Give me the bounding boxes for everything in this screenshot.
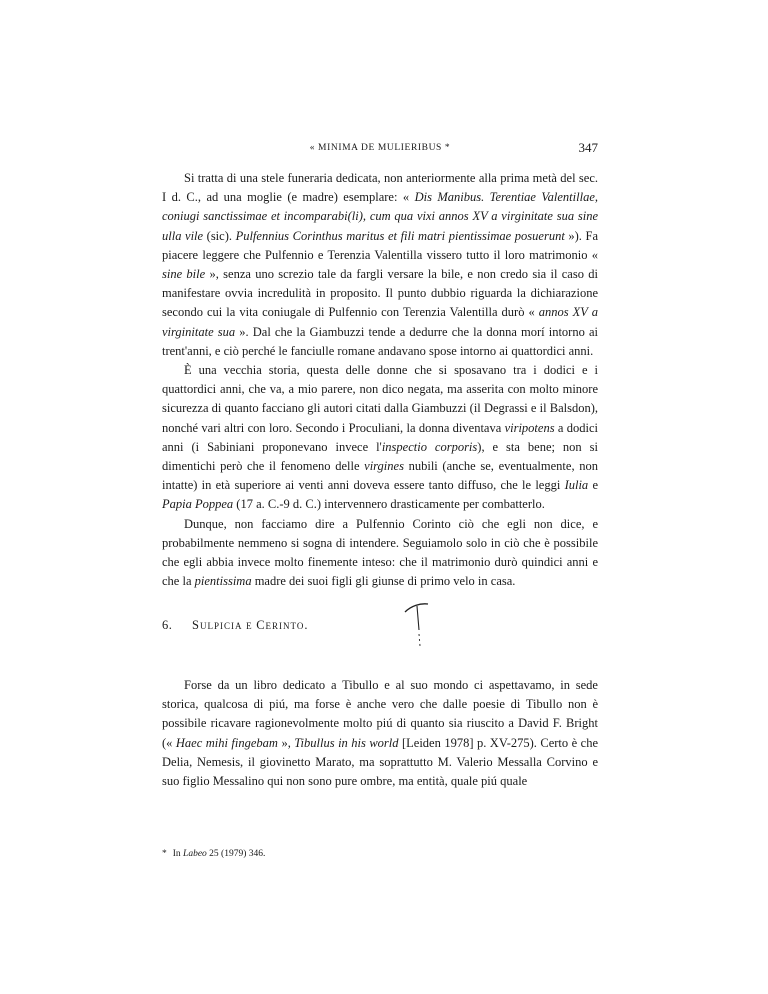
italic-run: pientissima [194, 574, 252, 589]
italic-run: annos XV a virginitate sua [162, 305, 598, 339]
italic-run: inspectio corporis [381, 439, 478, 454]
running-title: « MINIMA DE MULIERIBUS * [309, 143, 451, 153]
italic-run: Dis Manibus. Terentiae Valentillae, coniugi sanctissimae et incomparabi(li), cum qua vixi annos XV a virginitate sua sine ulla vile [162, 190, 598, 243]
footnote-prefix: In [172, 849, 184, 859]
section-title-part3: Cerinto. [256, 618, 309, 632]
running-head [162, 140, 598, 158]
section-text [162, 676, 598, 791]
italic-run: viripotens [504, 420, 555, 435]
italic-run: Pulfennius Corinthus maritus et fili matri pientissimae posuerunt [235, 228, 565, 243]
paragraph-2: È una vecchia storia, questa delle donne che si sposavano tra i dodici e i quattordici anni, che va, a mio parere, non dico negata, ma asserita con molto minore sicurezza di quanto facciano gli autori citati dalla Giambuzzi (il Degrassi e il Balsdon), nonché vari altri con loro. Secondo i Proculiani, la donna diventava viripotens a dodici anni (i Sabiniani proponevano invece l'inspectio corporis), e sta bene; non si dimentichi però che il fenomeno delle virgines nubili (anche se, eventualmente, non intatte) in età superiore ai venti anni doveva essere tanto diffuso, che le leggi Iulia e Papia Poppea (17 a. C.-9 d. C.) intervennero drasticamente per combatterlo. [162, 363, 598, 512]
italic-run: Iulia [564, 478, 589, 493]
page-number: 347 [578, 140, 598, 155]
main-text [162, 169, 598, 591]
footnote [162, 849, 265, 859]
section-title-part1: Sulpicia [192, 618, 243, 632]
handwritten-mark-icon [402, 600, 432, 650]
italic-run: Haec mihi fingebam [175, 735, 278, 750]
paragraph-3: Dunque, non facciamo dire a Pulfennio Corinto ciò che egli non dice, e probabilmente nemmeno si sogna di intendere. Seguiamolo solo in ciò che è possibile che egli abbia invece molto finemente inteso: che il matrimonio durò quindici anni e che la pientissima madre dei suoi figli gli giunse di primo velo in casa. [162, 516, 598, 589]
section-heading [162, 618, 309, 633]
italic-run: Papia Poppea [162, 497, 234, 512]
footnote-journal: Labeo [183, 849, 207, 859]
footnote-marker: * [162, 849, 167, 859]
footnote-rest: 25 (1979) 346. [206, 849, 266, 859]
section-paragraph-1: Forse da un libro dedicato a Tibullo e al suo mondo ci aspettavamo, in sede storica, qualcosa di piú, ma forse è anche vero che dalle poesie di Tibullo non è possibile ricavare ragionevolmente molto piú di quanto sia riuscito a David F. Bright (« Haec mihi fingebam », Tibullus in his world [Leiden 1978] p. XV-275). Certo è che Delia, Nemesis, il giovinetto Marato, ma soprattutto M. Valerio Messalla Corvino e suo figlio Messalino qui non sono pure ombre, ma entità, quale piú quale [162, 678, 598, 789]
section-number: 6. [162, 618, 173, 632]
italic-run: virgines [364, 459, 404, 474]
paragraph-1: Si tratta di una stele funeraria dedicata, non anteriormente alla prima metà del sec. I d. C., ad una moglie (e madre) esemplare: « Dis Manibus. Terentiae Valentillae, coniugi sanctissimae et incomparabi(li), cum qua vixi annos XV a virginitate sua sine ulla vile (sic). Pulfennius Corinthus maritus et fili matri pientissimae posuerunt »). Fa piacere leggere che Pulfennio e Terenzia Valentilla vissero tutto il loro matrimonio « sine bile », senza uno screzio tale da fargli versare la bile, e non credo sia il caso di manifestare ovvia incredulità in proposito. Il punto dubbio riguarda la dichiarazione secondo cui la vita coniugale di Pulfennio con Terenzia Valentilla durò « annos XV a virginitate sua ». Dal che la Giambuzzi tende a dedurre che la donna morí intorno ai trent'anni, e ciò perché le fanciulle romane andavano spose intorno ai quattordici anni. [162, 171, 598, 358]
section-title-part2: e [246, 618, 253, 632]
italic-run: Tibullus in his world [294, 735, 399, 750]
italic-run: sine bile [162, 267, 206, 282]
